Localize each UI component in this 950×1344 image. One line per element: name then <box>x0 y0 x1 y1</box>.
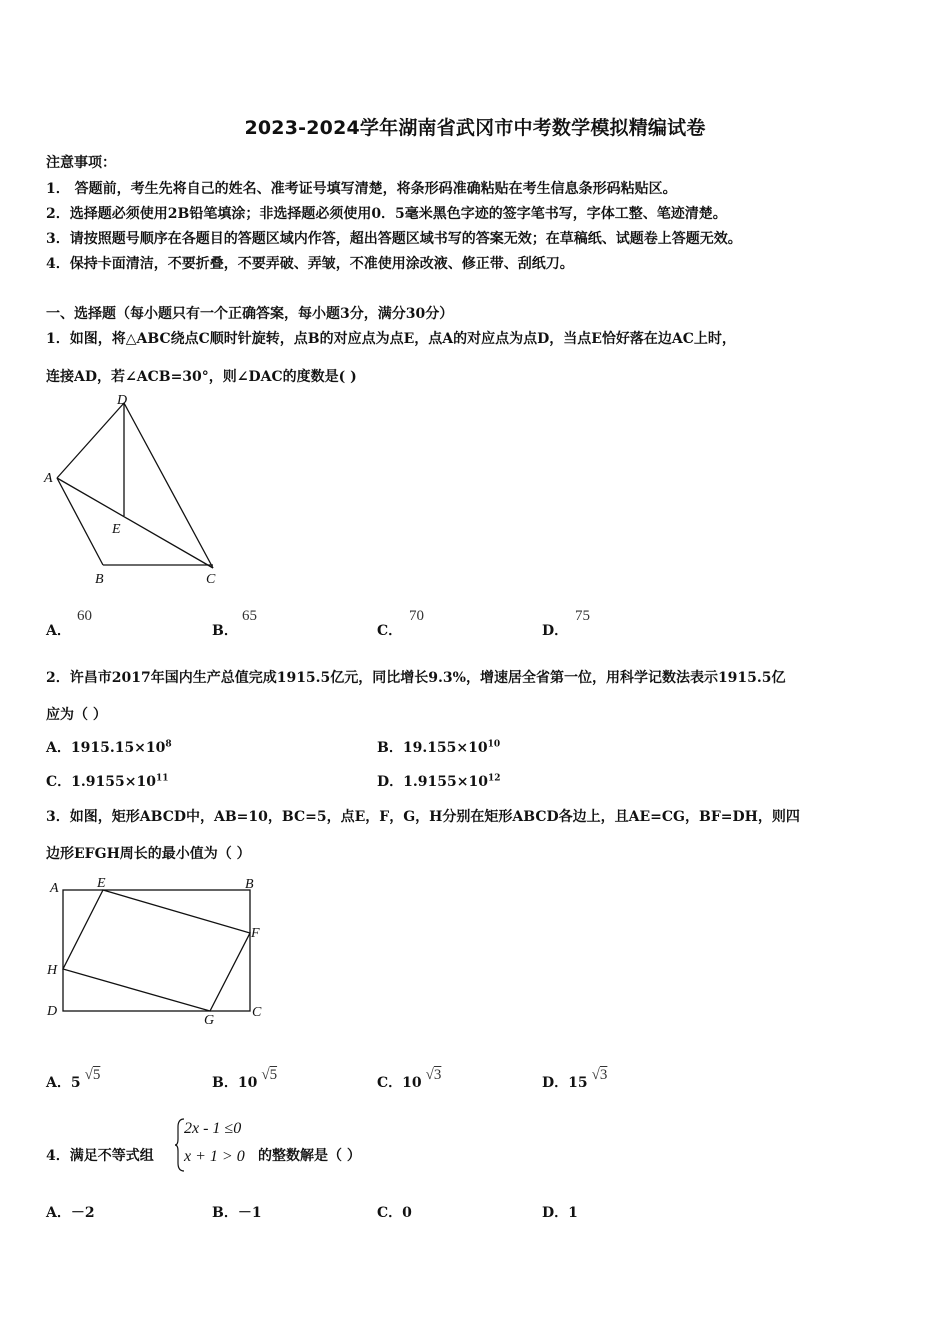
q1-option-c-value: 70 <box>409 608 424 624</box>
notice-item: 1． 答题前，考生先将自己的姓名、准考证号填写清楚，将条形码准确粘贴在考生信息条形码粘贴区。 <box>46 181 677 197</box>
label-D: D <box>47 1004 58 1019</box>
q2-stem-line2: 应为（ ） <box>46 707 107 723</box>
label-C: C <box>206 572 216 587</box>
q3-option-d[interactable]: D．15 √3 <box>542 1067 608 1091</box>
notice-item: 3．请按照题号顺序在各题目的答题区域内作答，超出答题区域书写的答案无效；在草稿纸、试题卷上答题无效。 <box>46 231 742 247</box>
q4-stem-suffix: 的整数解是（ ） <box>258 1148 361 1164</box>
label-B: B <box>95 572 104 587</box>
label-H: H <box>47 963 58 978</box>
q1-option-c[interactable]: C． <box>377 623 403 639</box>
q4-inequality-1: 2x - 1 ≤0 <box>184 1120 242 1137</box>
notice-heading: 注意事项： <box>46 155 116 171</box>
q2-stem-line1: 2．许昌市2017年国内生产总值完成1915.5亿元，同比增长9.3%，增速居全省第一位，用科学记数法表示1915.5亿 <box>46 670 786 686</box>
label-B: B <box>245 877 254 892</box>
notice-item: 2．选择题必须使用2B铅笔填涂；非选择题必须使用0．5毫米黑色字迹的签字笔书写，字体工整、笔迹清楚。 <box>46 206 727 222</box>
rectangle-ABCD <box>63 890 250 1011</box>
q2-option-a[interactable]: A．$1915.15\times 10^8$ <box>46 739 172 756</box>
q3-option-b[interactable]: B．10 √5 <box>212 1067 278 1091</box>
section-heading: 一、选择题（每小题只有一个正确答案，每小题3分，满分30分） <box>46 306 454 322</box>
label-F: F <box>251 926 260 941</box>
q4-stem-prefix: 4．满足不等式组 <box>46 1148 154 1164</box>
q1-option-a[interactable]: A． <box>46 623 71 639</box>
q4-option-c[interactable]: C．0 <box>377 1205 412 1221</box>
q4-option-d[interactable]: D．1 <box>542 1205 578 1221</box>
segment-DC <box>124 403 213 568</box>
q2-option-c[interactable]: C．$1.9155\times 10^{11}$ <box>46 773 169 790</box>
q2-option-b[interactable]: B．$19.155\times 10^{10}$ <box>377 739 501 756</box>
q3-figure <box>40 870 280 1030</box>
q3-stem-line1: 3．如图，矩形ABCD中，AB=10，BC=5，点E，F，G，H分别在矩形ABCD各边上，且AE=CG，BF=DH，则四 <box>46 809 800 825</box>
q4-inequality-2: x + 1 > 0 <box>184 1148 245 1165</box>
label-E: E <box>112 522 121 537</box>
q1-stem-line2: 连接AD，若∠ACB=30°，则∠DAC的度数是( ) <box>46 369 357 385</box>
q1-figure <box>40 390 230 590</box>
label-A: A <box>44 471 53 486</box>
q1-option-d[interactable]: D． <box>542 623 569 639</box>
label-C: C <box>252 1005 262 1020</box>
q3-option-c[interactable]: C．10 √3 <box>377 1067 442 1091</box>
q1-option-b-value: 65 <box>242 608 257 624</box>
q3-option-a[interactable]: A．5 √5 <box>46 1067 101 1091</box>
q2-option-d[interactable]: D．$1.9155\times 10^{12}$ <box>377 773 501 790</box>
q1-stem-line1: 1．如图，将△ABC绕点C顺时针旋转，点B的对应点为点E，点A的对应点为点D，当点E恰好落在边AC上时， <box>46 331 736 347</box>
q4-option-a[interactable]: A．－2 <box>46 1205 95 1221</box>
q1-option-a-value: 60 <box>77 608 92 624</box>
page-title: 2023-2024学年湖南省武冈市中考数学模拟精编试卷 <box>244 117 706 139</box>
q1-option-d-value: 75 <box>575 608 590 624</box>
segment-AD <box>57 403 124 478</box>
label-G: G <box>204 1013 215 1028</box>
q1-option-b[interactable]: B． <box>212 623 238 639</box>
label-D: D <box>117 393 128 408</box>
q3-stem-line2: 边形EFGH周长的最小值为（ ） <box>46 846 251 862</box>
quadrilateral-EFGH <box>63 890 250 1011</box>
label-E: E <box>97 876 106 891</box>
label-A: A <box>50 881 59 896</box>
notice-item: 4．保持卡面清洁，不要折叠，不要弄破、弄皱，不准使用涂改液、修正带、刮纸刀。 <box>46 256 574 272</box>
q4-option-b[interactable]: B．－1 <box>212 1205 262 1221</box>
